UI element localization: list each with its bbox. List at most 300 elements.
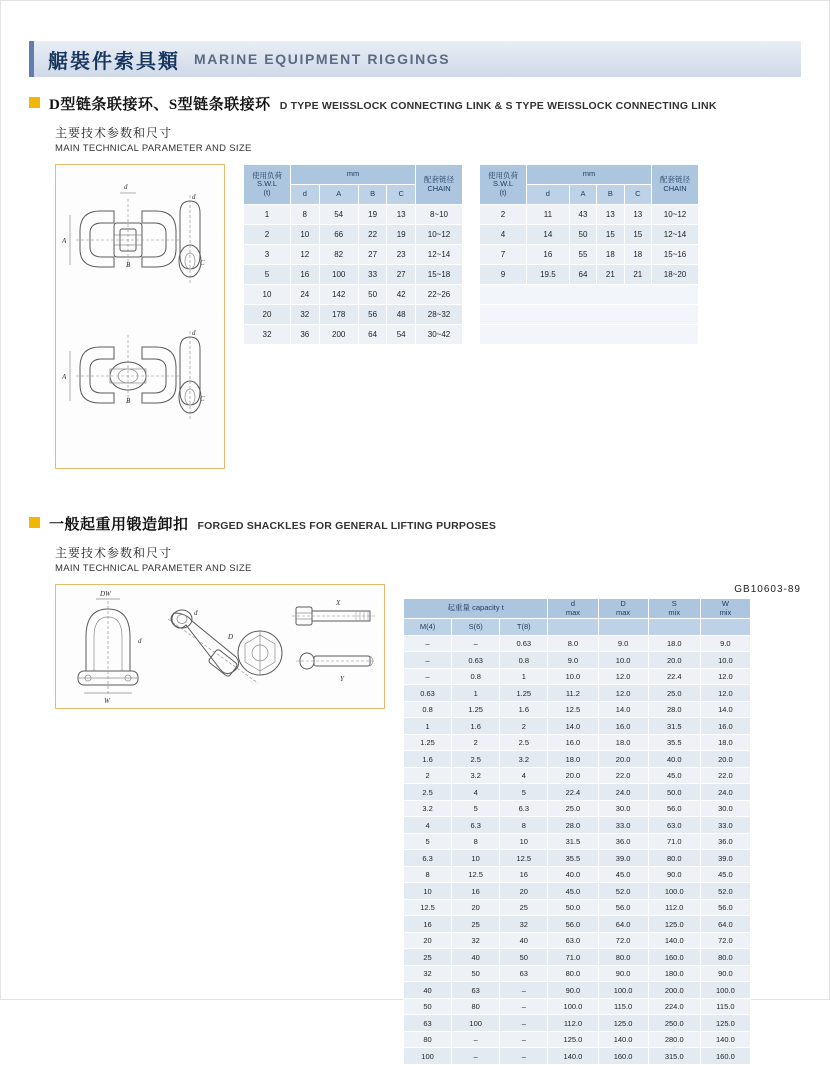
- cell-B: 13: [597, 205, 624, 225]
- svg-text:C: C: [200, 259, 205, 267]
- cell-S-mix: 45.0: [648, 767, 700, 784]
- section-1-subtitle-cn: 主要技术参数和尺寸: [55, 126, 173, 140]
- cell-S-mix: 35.5: [648, 734, 700, 751]
- cell-d-max: 80.0: [548, 965, 598, 982]
- square-bullet-icon: [29, 517, 40, 528]
- page-title-bar: [29, 41, 801, 77]
- col-d-max: [548, 599, 598, 619]
- cell-D-max: 90.0: [598, 965, 648, 982]
- table-row: [480, 265, 699, 285]
- cell-W-mix: 39.0: [700, 850, 750, 867]
- cell-D-max: 36.0: [598, 833, 648, 850]
- cell-d-max: 63.0: [548, 932, 598, 949]
- cell-chain: 10~12: [652, 205, 699, 225]
- cell-B: 19: [358, 205, 387, 225]
- cell-D-max: 18.0: [598, 734, 648, 751]
- col-swl-en: S.W.L: [256, 179, 277, 189]
- table-row: [404, 635, 751, 652]
- capacity-label-unit: t: [501, 603, 504, 613]
- parameter-table-s-type: [479, 164, 699, 345]
- cell-B: 56: [358, 305, 387, 325]
- cell-M4: 4: [404, 817, 452, 834]
- cell-S6: 50: [452, 965, 500, 982]
- cell-d-max: 8.0: [548, 635, 598, 652]
- cell-T8: –: [500, 1048, 548, 1065]
- table-row: [404, 932, 751, 949]
- cell-S6: 8: [452, 833, 500, 850]
- connecting-link-drawing: [60, 169, 220, 465]
- cell-swl: 2: [244, 225, 291, 245]
- cell-S-mix: 20.0: [648, 652, 700, 669]
- cell-C: 27: [387, 265, 416, 285]
- col-S6: S(6): [452, 619, 500, 636]
- cell-D-max: 56.0: [598, 899, 648, 916]
- cell-M4: 0.63: [404, 685, 452, 702]
- cell-M4: –: [404, 652, 452, 669]
- table-row-empty: [480, 305, 699, 325]
- col-blank-4: [700, 619, 750, 636]
- cell-d: 19.5: [527, 265, 570, 285]
- section-1-title-cn: D型链条联接环、S型链条联接环: [49, 97, 271, 113]
- col-D-max: [598, 599, 648, 619]
- section-2-title-en: FORGED SHACKLES FOR GENERAL LIFTING PURPOSES: [197, 520, 497, 532]
- cell-D-max: 72.0: [598, 932, 648, 949]
- cell-M4: 40: [404, 982, 452, 999]
- cell-T8: 8: [500, 817, 548, 834]
- cell-D-max: 140.0: [598, 1031, 648, 1048]
- cell-S6: 40: [452, 949, 500, 966]
- cell-T8: 16: [500, 866, 548, 883]
- table-row: [404, 784, 751, 801]
- cell-M4: 12.5: [404, 899, 452, 916]
- table-row: [244, 305, 463, 325]
- col-chain: [416, 165, 463, 205]
- cell-swl: 3: [244, 245, 291, 265]
- cell-W-mix: 14.0: [700, 701, 750, 718]
- cell-A: 54: [319, 205, 358, 225]
- cell-M4: 80: [404, 1031, 452, 1048]
- cell-d: 16: [527, 245, 570, 265]
- cell-d-max: 112.0: [548, 1015, 598, 1032]
- cell-S6: 4: [452, 784, 500, 801]
- cell-S6: 1.6: [452, 718, 500, 735]
- cell-W-mix: 18.0: [700, 734, 750, 751]
- col-d: d: [291, 185, 320, 205]
- table-row: [404, 800, 751, 817]
- cell-d: 24: [291, 285, 320, 305]
- cell-S-mix: 112.0: [648, 899, 700, 916]
- table-row: [244, 265, 463, 285]
- col-blank-1: [548, 619, 598, 636]
- parameter-table-d-type: [243, 164, 463, 345]
- cell-swl: 5: [244, 265, 291, 285]
- cell-D-max: 33.0: [598, 817, 648, 834]
- cell-W-mix: 56.0: [700, 899, 750, 916]
- table-row: [404, 899, 751, 916]
- page-title-en: MARINE EQUIPMENT RIGGINGS: [194, 51, 451, 67]
- cell-C: 15: [624, 225, 651, 245]
- cell-S-mix: 63.0: [648, 817, 700, 834]
- table-row: [244, 325, 463, 345]
- section-2-subtitle: [55, 544, 801, 574]
- cell-W-mix: 22.0: [700, 767, 750, 784]
- cell-A: 43: [569, 205, 596, 225]
- cell-d-max: 11.2: [548, 685, 598, 702]
- col-A: A: [319, 185, 358, 205]
- cell-C: 42: [387, 285, 416, 305]
- cell-C: 48: [387, 305, 416, 325]
- cell-T8: –: [500, 998, 548, 1015]
- cell-D-max: 52.0: [598, 883, 648, 900]
- table-row: [480, 245, 699, 265]
- cell-M4: 63: [404, 1015, 452, 1032]
- cell-C: 18: [624, 245, 651, 265]
- svg-text:d: d: [192, 193, 196, 201]
- section-2-subtitle-cn: 主要技术参数和尺寸: [55, 546, 173, 560]
- cell-swl: 1: [244, 205, 291, 225]
- cell-chain: 30~42: [416, 325, 463, 345]
- cell-M4: 16: [404, 916, 452, 933]
- cell-D-max: 9.0: [598, 635, 648, 652]
- cell-B: 21: [597, 265, 624, 285]
- cell-d-max: 14.0: [548, 718, 598, 735]
- col-S-name: S: [671, 599, 677, 608]
- cell-S-mix: 160.0: [648, 949, 700, 966]
- cell-W-mix: 52.0: [700, 883, 750, 900]
- cell-d-max: 22.4: [548, 784, 598, 801]
- cell-S-mix: 25.0: [648, 685, 700, 702]
- col-swl-cn: 使用负荷: [488, 170, 518, 180]
- cell-S6: 25: [452, 916, 500, 933]
- cell-D-max: 64.0: [598, 916, 648, 933]
- section-1-content: [55, 164, 801, 469]
- cell-A: 178: [319, 305, 358, 325]
- cell-S-mix: 280.0: [648, 1031, 700, 1048]
- cell-d-max: 12.5: [548, 701, 598, 718]
- table-row: [244, 285, 463, 305]
- cell-S6: 80: [452, 998, 500, 1015]
- cell-S6: –: [452, 1031, 500, 1048]
- col-W-mix: [700, 599, 750, 619]
- col-d: d: [527, 185, 570, 205]
- col-chain-cn: 配套链径: [660, 174, 690, 184]
- cell-d-max: 25.0: [548, 800, 598, 817]
- standard-code: GB10603-89: [734, 584, 801, 595]
- cell-swl: 10: [244, 285, 291, 305]
- cell-S-mix: 315.0: [648, 1048, 700, 1065]
- cell-S6: 1.25: [452, 701, 500, 718]
- svg-text:B: B: [126, 261, 131, 269]
- cell-T8: 1: [500, 668, 548, 685]
- figure-connecting-links: [55, 164, 225, 469]
- svg-text:X: X: [336, 599, 341, 607]
- table-row: [404, 998, 751, 1015]
- cell-S6: 12.5: [452, 866, 500, 883]
- table-row: [404, 965, 751, 982]
- cell-T8: 20: [500, 883, 548, 900]
- col-W-sub: mix: [719, 607, 732, 617]
- table-row: [404, 850, 751, 867]
- empty-cell: [480, 305, 699, 325]
- table-row: [404, 883, 751, 900]
- cell-B: 27: [358, 245, 387, 265]
- cell-C: 54: [387, 325, 416, 345]
- cell-d-max: 50.0: [548, 899, 598, 916]
- svg-text:d: d: [124, 183, 128, 191]
- cell-S6: 6.3: [452, 817, 500, 834]
- cell-S6: 100: [452, 1015, 500, 1032]
- svg-text:W: W: [104, 697, 110, 705]
- cell-D-max: 160.0: [598, 1048, 648, 1065]
- cell-M4: 20: [404, 932, 452, 949]
- col-swl: [244, 165, 291, 205]
- cell-M4: –: [404, 668, 452, 685]
- cell-A: 66: [319, 225, 358, 245]
- cell-d-max: 35.5: [548, 850, 598, 867]
- section-2-subtitle-en: MAIN TECHNICAL PARAMETER AND SIZE: [55, 563, 252, 574]
- col-S-mix: [648, 599, 700, 619]
- cell-M4: 1.6: [404, 751, 452, 768]
- cell-S6: –: [452, 1048, 500, 1065]
- cell-S6: 16: [452, 883, 500, 900]
- table-row: [404, 866, 751, 883]
- cell-chain: 18~20: [652, 265, 699, 285]
- cell-M4: 8: [404, 866, 452, 883]
- cell-d-max: 45.0: [548, 883, 598, 900]
- table-row: [244, 225, 463, 245]
- cell-D-max: 12.0: [598, 668, 648, 685]
- cell-C: 21: [624, 265, 651, 285]
- col-swl: [480, 165, 527, 205]
- cell-d-max: 18.0: [548, 751, 598, 768]
- svg-text:DW: DW: [100, 590, 111, 598]
- table-row: [244, 205, 463, 225]
- cell-d-max: 56.0: [548, 916, 598, 933]
- cell-swl: 7: [480, 245, 527, 265]
- cell-S-mix: 40.0: [648, 751, 700, 768]
- cell-S6: 10: [452, 850, 500, 867]
- cell-D-max: 125.0: [598, 1015, 648, 1032]
- cell-S6: 0.63: [452, 652, 500, 669]
- cell-W-mix: 140.0: [700, 1031, 750, 1048]
- cell-A: 142: [319, 285, 358, 305]
- cell-D-max: 39.0: [598, 850, 648, 867]
- cell-W-mix: 72.0: [700, 932, 750, 949]
- cell-S6: 63: [452, 982, 500, 999]
- table-row: [404, 718, 751, 735]
- svg-text:d: d: [194, 609, 198, 617]
- cell-swl: 4: [480, 225, 527, 245]
- cell-M4: 3.2: [404, 800, 452, 817]
- cell-chain: 15~18: [416, 265, 463, 285]
- cell-M4: 2.5: [404, 784, 452, 801]
- cell-d-max: 100.0: [548, 998, 598, 1015]
- cell-T8: –: [500, 1031, 548, 1048]
- cell-S-mix: 50.0: [648, 784, 700, 801]
- col-D-name: D: [620, 599, 626, 608]
- table-row: [404, 1015, 751, 1032]
- cell-C: 13: [387, 205, 416, 225]
- cell-A: 100: [319, 265, 358, 285]
- svg-text:B: B: [126, 397, 131, 405]
- cell-W-mix: 125.0: [700, 1015, 750, 1032]
- cell-d-max: 40.0: [548, 866, 598, 883]
- cell-chain: 12~14: [416, 245, 463, 265]
- section-2-content: [55, 584, 801, 1065]
- cell-A: 55: [569, 245, 596, 265]
- cell-W-mix: 160.0: [700, 1048, 750, 1065]
- col-chain-cn: 配套链径: [424, 174, 454, 184]
- cell-D-max: 100.0: [598, 982, 648, 999]
- cell-C: 13: [624, 205, 651, 225]
- svg-text:D: D: [228, 633, 234, 641]
- cell-B: 50: [358, 285, 387, 305]
- cell-M4: 2: [404, 767, 452, 784]
- cell-d-max: 125.0: [548, 1031, 598, 1048]
- cell-S-mix: 180.0: [648, 965, 700, 982]
- cell-W-mix: 90.0: [700, 965, 750, 982]
- cell-d: 16: [291, 265, 320, 285]
- cell-S6: 2: [452, 734, 500, 751]
- cell-swl: 32: [244, 325, 291, 345]
- section-heading-2: [29, 513, 801, 534]
- svg-text:d: d: [138, 637, 142, 645]
- cell-chain: 28~32: [416, 305, 463, 325]
- cell-T8: 40: [500, 932, 548, 949]
- cell-S-mix: 224.0: [648, 998, 700, 1015]
- cell-T8: –: [500, 982, 548, 999]
- cell-d: 14: [527, 225, 570, 245]
- table-row: [404, 833, 751, 850]
- cell-W-mix: 10.0: [700, 652, 750, 669]
- col-W-name: W: [721, 599, 729, 608]
- cell-swl: 9: [480, 265, 527, 285]
- cell-C: 23: [387, 245, 416, 265]
- cell-S6: –: [452, 635, 500, 652]
- cell-T8: 63: [500, 965, 548, 982]
- cell-d-max: 90.0: [548, 982, 598, 999]
- cell-S-mix: 250.0: [648, 1015, 700, 1032]
- cell-S6: 20: [452, 899, 500, 916]
- cell-W-mix: 12.0: [700, 685, 750, 702]
- cell-S6: 32: [452, 932, 500, 949]
- col-group-mm: mm: [527, 165, 652, 185]
- cell-d-max: 28.0: [548, 817, 598, 834]
- col-B: B: [597, 185, 624, 205]
- cell-A: 50: [569, 225, 596, 245]
- page-title-cn: 艍裝件索具類: [48, 50, 180, 73]
- cell-d-max: 31.5: [548, 833, 598, 850]
- cell-S-mix: 56.0: [648, 800, 700, 817]
- col-d-sub: max: [565, 607, 581, 617]
- figure-forged-shackles: [55, 584, 385, 709]
- cell-W-mix: 45.0: [700, 866, 750, 883]
- cell-D-max: 12.0: [598, 685, 648, 702]
- table-row: [404, 668, 751, 685]
- cell-D-max: 80.0: [598, 949, 648, 966]
- cell-S-mix: 90.0: [648, 866, 700, 883]
- col-blank-3: [648, 619, 700, 636]
- table-row: [404, 701, 751, 718]
- shackle-drawing: [60, 589, 380, 705]
- table-row: [480, 225, 699, 245]
- table-row: [404, 949, 751, 966]
- cell-T8: 32: [500, 916, 548, 933]
- cell-S6: 5: [452, 800, 500, 817]
- cell-W-mix: 20.0: [700, 751, 750, 768]
- col-swl-cn: 使用负荷: [252, 170, 282, 180]
- cell-S6: 1: [452, 685, 500, 702]
- cell-S-mix: 80.0: [648, 850, 700, 867]
- cell-M4: 6.3: [404, 850, 452, 867]
- col-swl-unit: (t): [499, 187, 507, 197]
- cell-W-mix: 80.0: [700, 949, 750, 966]
- cell-chain: 12~14: [652, 225, 699, 245]
- table-row: [404, 1048, 751, 1065]
- table-row: [404, 734, 751, 751]
- cell-M4: –: [404, 635, 452, 652]
- cell-T8: 2.5: [500, 734, 548, 751]
- table-row: [244, 245, 463, 265]
- col-D-sub: max: [616, 607, 631, 617]
- cell-chain: 22~26: [416, 285, 463, 305]
- cell-D-max: 24.0: [598, 784, 648, 801]
- col-d-name: d: [570, 599, 576, 608]
- cell-S-mix: 125.0: [648, 916, 700, 933]
- section-1-subtitle: [55, 124, 801, 154]
- cell-chain: 8~10: [416, 205, 463, 225]
- empty-cell: [480, 325, 699, 345]
- parameter-table-shackles: [403, 598, 751, 1065]
- cell-B: 15: [597, 225, 624, 245]
- cell-W-mix: 33.0: [700, 817, 750, 834]
- svg-text:A: A: [62, 373, 67, 381]
- cell-D-max: 22.0: [598, 767, 648, 784]
- cell-S-mix: 18.0: [648, 635, 700, 652]
- table-row: [404, 916, 751, 933]
- cell-C: 19: [387, 225, 416, 245]
- cell-S-mix: 71.0: [648, 833, 700, 850]
- col-B: B: [358, 185, 387, 205]
- cell-B: 22: [358, 225, 387, 245]
- capacity-label-cn: 起重量 capacity: [447, 603, 500, 613]
- col-chain-en: CHAIN: [663, 183, 687, 193]
- cell-d: 10: [291, 225, 320, 245]
- cell-D-max: 45.0: [598, 866, 648, 883]
- col-group-mm: mm: [291, 165, 416, 185]
- cell-D-max: 115.0: [598, 998, 648, 1015]
- col-group-capacity: [404, 599, 548, 619]
- col-A: A: [569, 185, 596, 205]
- cell-d: 32: [291, 305, 320, 325]
- col-T8: T(8): [500, 619, 548, 636]
- cell-D-max: 20.0: [598, 751, 648, 768]
- col-M4: M(4): [404, 619, 452, 636]
- col-chain-en: CHAIN: [427, 183, 451, 193]
- cell-D-max: 30.0: [598, 800, 648, 817]
- cell-W-mix: 9.0: [700, 635, 750, 652]
- cell-W-mix: 64.0: [700, 916, 750, 933]
- cell-M4: 5: [404, 833, 452, 850]
- cell-S6: 3.2: [452, 767, 500, 784]
- table-row: [404, 751, 751, 768]
- cell-D-max: 16.0: [598, 718, 648, 735]
- table-row-empty: [480, 285, 699, 305]
- cell-M4: 1.25: [404, 734, 452, 751]
- cell-d-max: 140.0: [548, 1048, 598, 1065]
- table-row: [404, 767, 751, 784]
- cell-T8: 3.2: [500, 751, 548, 768]
